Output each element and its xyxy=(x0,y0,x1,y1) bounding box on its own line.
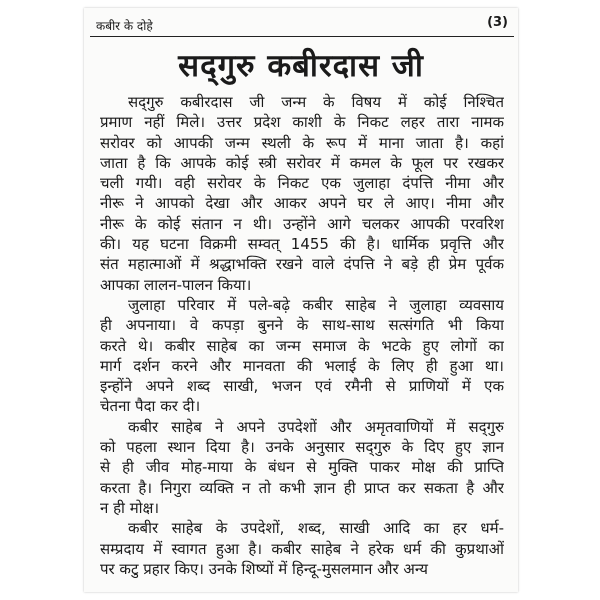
text-line: आपका लालन-पालन किया। xyxy=(100,275,252,294)
text-line: कबीर साहेब के उपदेशों, शब्द, साखी आदि का हर धर्म- xyxy=(128,519,504,538)
text-line: जुलाहा परिवार में पले-बढ़े कबीर साहेब ने जुलाहा व्यवसाय xyxy=(128,295,504,314)
text-line: चेतना पैदा कर दी। xyxy=(100,397,201,416)
book-page xyxy=(84,8,518,592)
text-line: ही अपनाया। वे कपड़ा बुनने के साथ-साथ सत्संगति भी किया xyxy=(100,316,504,335)
text-line: को पहला स्थान दिया है। उनके अनुसार सद्‌गुरु के दिए हुए ज्ञान xyxy=(100,438,504,457)
text-line: कबीर साहेब ने अपने उपदेशों और अमृतवाणियों में सद्‌गुरु xyxy=(128,417,504,436)
text-line: मार्ग दर्शन करने और मानवता की भलाई के लिए ही हुआ था। xyxy=(100,356,504,375)
text-line: सरोवर को आपकी जन्म स्थली के रूप में माना जाता है। कहां xyxy=(100,133,504,152)
text-line: नीरू ने आपको देखा और आकर अपने घर ले आए। नीमा और xyxy=(100,194,504,213)
text-line: करते थे। कबीर साहेब का जन्म समाज के भटके हुए लोगों का xyxy=(100,336,504,355)
text-line: चली गयी। वही सरोवर के निकट एक जुलाहा दंपत्ति नीमा और xyxy=(100,174,504,193)
body-text xyxy=(100,92,504,579)
text-line: पर कटु प्रहार किए। उनके शिष्यों में हिन्दू-मुसलमान और अन्य xyxy=(100,559,428,578)
text-line: सद्‌गुरु कबीरदास जी जन्म के विषय में कोई निश्चित xyxy=(128,93,504,111)
running-title: कबीर के दोहे xyxy=(96,19,153,33)
text-line: नीरू के कोई संतान न थी। उन्होंने आगे चलकर आपकी परवरिश xyxy=(100,214,504,233)
text-line: प्रमाण नहीं मिले। उत्तर प्रदेश काशी के निकट लहर तारा नामक xyxy=(100,113,504,132)
text-line: संत महात्माओं में श्रद्धाभक्ति रखने वाले दंपत्ति ने बड़े ही प्रेम पूर्वक xyxy=(100,255,504,274)
chapter-title: सद्‌गुरु कबीरदास जी xyxy=(178,48,424,84)
text-line: सम्प्रदाय में स्वागत हुआ है। कबीर साहेब ने हरेक धर्म की कुप्रथाओं xyxy=(100,539,504,558)
text-line: करता है। निगुरा व्यक्ति न तो कभी ज्ञान ही प्राप्त कर सकता है और xyxy=(100,478,504,497)
page-number: (3) xyxy=(487,15,508,30)
text-line: से ही जीव मोह-माया के बंधन से मुक्ति पाकर मोक्ष की प्राप्ति xyxy=(100,458,504,477)
text-line: की। यह घटना विक्रमी सम्वत्‌ 1455 की है। धार्मिक प्रवृत्ति और xyxy=(100,235,504,254)
page-header xyxy=(90,14,514,37)
text-line: इन्होंने अपने शब्द साखी, भजन एवं रमैनी से प्राणियों में एक xyxy=(100,377,504,396)
text-line: न ही मोक्ष। xyxy=(100,498,160,517)
text-line: जाता है कि आपके कोई स्त्री सरोवर में कमल के फूल पर रखकर xyxy=(100,153,504,172)
